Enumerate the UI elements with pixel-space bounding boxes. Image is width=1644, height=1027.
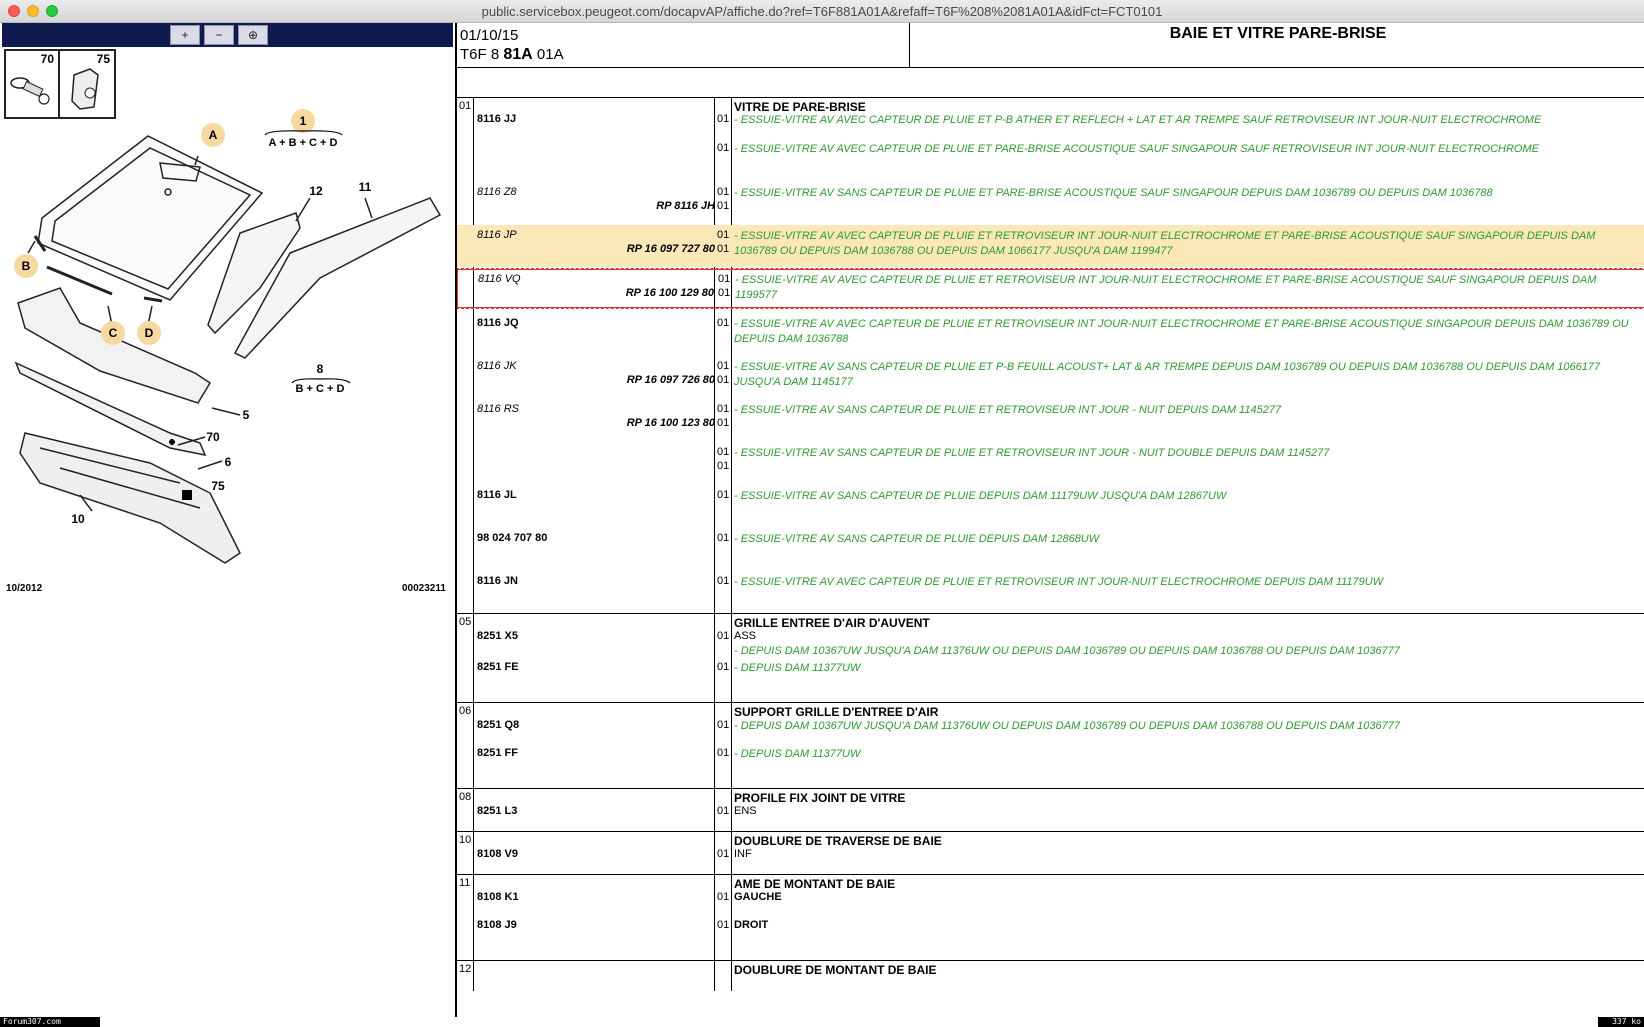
quantity: 01 [717, 142, 730, 154]
viewer-toolbar [2, 23, 453, 47]
thumb-num: 70 [40, 52, 55, 66]
part-description: - ESSUIE-VITRE AV AVEC CAPTEUR DE PLUIE ET P-B ATHER ET REFLECH + LAT ET AR TREMPE SAUF RETROVISEUR INT JOUR-NUIT ELECTROCHROME [734, 114, 1542, 126]
part-number[interactable]: 8116 JP [477, 229, 517, 241]
callout-8: 8 [316, 362, 324, 376]
label-11: 11 [358, 180, 372, 194]
replacement-part[interactable]: RP 16 100 123 80 [626, 417, 715, 429]
group-title: SUPPORT GRILLE D'ENTREE D'AIR [734, 705, 939, 719]
windshield-diagram [0, 103, 455, 583]
part-variant: ENS [734, 805, 757, 817]
part-group-06 [457, 703, 1644, 789]
part-number[interactable]: 8251 L3 [477, 805, 518, 817]
quantity: 01 [717, 186, 730, 198]
quantity: 01 [717, 317, 730, 329]
table-row[interactable] [457, 360, 1644, 400]
part-group-11 [457, 875, 1644, 961]
quantity: 01 [717, 374, 730, 386]
part-description: - DEPUIS DAM 10367UW JUSQU'A DAM 11376UW OU DEPUIS DAM 1036789 OU DEPUIS DAM 1036788 OU DEPUIS DAM 1036777 [734, 720, 1401, 732]
quantity: 01 [717, 747, 730, 759]
column-divider [714, 703, 715, 788]
part-number[interactable]: 8251 FF [477, 747, 518, 759]
group-number: 01 [459, 100, 472, 112]
table-row[interactable] [457, 142, 1644, 172]
part-number[interactable]: 8251 Q8 [477, 719, 520, 731]
table-row[interactable] [457, 805, 1644, 825]
part-number[interactable]: 8116 JK [477, 360, 517, 372]
part-number[interactable]: 8116 JQ [477, 317, 519, 329]
part-description: - ESSUIE-VITRE AV AVEC CAPTEUR DE PLUIE ET RETROVISEUR INT JOUR-NUIT ELECTROCHROME ET PARE-BRISE ACOUSTIQUE SAUF SINGAPOUR DEPUIS DAM 1036789 OU DEPUIS DAM 1036788 OU DEPUIS DAM 1066177 JUSQU'A DAM 1199477 [734, 230, 1596, 257]
label-5: 5 [242, 408, 250, 422]
group-number: 08 [459, 791, 472, 803]
table-row[interactable] [457, 919, 1644, 939]
table-row[interactable] [457, 747, 1644, 767]
group-number: 12 [459, 963, 472, 975]
column-divider [731, 875, 732, 960]
ref-suffix: 01A [532, 46, 564, 63]
quantity: 01 [717, 360, 730, 372]
table-row-highlighted[interactable] [457, 225, 1644, 267]
callout-a: A [208, 128, 218, 142]
part-group-08 [457, 789, 1644, 832]
callout-1: 1 [299, 114, 307, 128]
table-row[interactable] [457, 113, 1644, 143]
part-description: - DEPUIS DAM 10367UW JUSQU'A DAM 11376UW OU DEPUIS DAM 1036789 OU DEPUIS DAM 1036788 OU DEPUIS DAM 1036777 [734, 645, 1401, 657]
part-number[interactable]: 98 024 707 80 [477, 532, 548, 544]
part-number[interactable]: 8116 JJ [477, 113, 517, 125]
table-row[interactable] [457, 317, 1644, 357]
table-row[interactable] [457, 630, 1644, 660]
ref-prefix: T6F 8 [460, 46, 504, 63]
table-row[interactable] [457, 532, 1644, 572]
zoom-out-button[interactable] [204, 25, 234, 45]
diagram-code: 00023211 [402, 583, 446, 594]
table-row[interactable] [457, 446, 1644, 486]
replacement-part[interactable]: RP 16 097 726 80 [626, 374, 715, 386]
thumb-num: 75 [96, 52, 110, 66]
ref-bold: 81A [503, 46, 533, 63]
callout-d: D [144, 326, 154, 340]
quantity: 01 [717, 460, 730, 472]
parts-list-pane [455, 23, 1644, 1017]
part-number[interactable]: 8116 VQ [478, 273, 521, 285]
exploded-parts-diagram [0, 103, 455, 603]
label-10: 10 [71, 512, 85, 526]
part-number[interactable]: 8251 X5 [477, 630, 518, 642]
zoom-fit-icon: ⊕ [247, 28, 259, 42]
replacement-part[interactable]: RP 16 097 727 80 [626, 243, 715, 255]
quantity: 01 [717, 113, 730, 125]
part-group-05 [457, 614, 1644, 703]
quantity: 01 [717, 719, 730, 731]
part-description: - ESSUIE-VITRE AV SANS CAPTEUR DE PLUIE ET RETROVISEUR INT JOUR - NUIT DOUBLE DEPUIS DAM 1145277 [734, 447, 1330, 459]
status-bar [0, 1017, 1644, 1027]
zoom-in-button[interactable] [170, 25, 200, 45]
part-number[interactable]: 8116 JN [477, 575, 518, 587]
part-description: - ESSUIE-VITRE AV AVEC CAPTEUR DE PLUIE ET RETROVISEUR INT JOUR-NUIT ELECTROCHROME ET PARE-BRISE ACOUSTIQUE SINGAPOUR DEPUIS DAM 1036789 OU DEPUIS DAM 1036788 [734, 318, 1629, 345]
part-group-10 [457, 832, 1644, 875]
quantity: 01 [717, 848, 730, 860]
parts-header [457, 23, 1644, 68]
part-variant: INF [734, 848, 752, 860]
part-variant: GAUCHE [734, 891, 782, 903]
part-description: - ESSUIE-VITRE AV AVEC CAPTEUR DE PLUIE ET RETROVISEUR INT JOUR-NUIT ELECTROCHROME DEPUIS DAM 11179UW [734, 576, 1384, 588]
table-row-selected[interactable] [457, 269, 1644, 308]
table-row[interactable] [457, 848, 1644, 868]
part-description: - DEPUIS DAM 11377UW [734, 662, 861, 674]
quantity: 01 [717, 630, 730, 642]
catalog-reference [460, 46, 564, 64]
quantity: 01 [717, 446, 730, 458]
quantity: 01 [717, 891, 730, 903]
quantity: 01 [717, 489, 730, 501]
group-1-label: A + B + C + D [268, 137, 338, 149]
header-spacer [457, 68, 1644, 98]
part-description: - ESSUIE-VITRE AV AVEC CAPTEUR DE PLUIE ET PARE-BRISE ACOUSTIQUE SAUF SINGAPOUR SAUF RETROVISEUR INT JOUR-NUIT ELECTROCHROME [734, 143, 1539, 155]
part-number[interactable]: 8116 RS [477, 403, 519, 415]
part-group-12 [457, 961, 1644, 991]
part-description: - ESSUIE-VITRE AV SANS CAPTEUR DE PLUIE ET RETROVISEUR INT JOUR - NUIT DEPUIS DAM 1145277 [734, 404, 1282, 416]
quantity: 01 [717, 243, 730, 255]
part-description: - ESSUIE-VITRE AV SANS CAPTEUR DE PLUIE DEPUIS DAM 11179UW JUSQU'A DAM 12867UW [734, 490, 1227, 502]
diagram-pane [0, 23, 455, 1017]
quantity: 01 [717, 805, 730, 817]
group-number: 06 [459, 705, 472, 717]
part-number[interactable]: 8116 Z8 [477, 186, 517, 198]
table-row[interactable] [457, 719, 1644, 739]
callout-b: B [21, 259, 31, 273]
part-number[interactable]: 8108 K1 [477, 891, 519, 903]
group-title: DOUBLURE DE MONTANT DE BAIE [734, 963, 937, 977]
diagram-date: 10/2012 [6, 583, 43, 594]
zoom-in-icon: + [181, 28, 189, 42]
part-variant: DROIT [734, 919, 769, 931]
part-number[interactable]: 8108 J9 [477, 919, 517, 931]
catalog-date: 01/10/15 [460, 27, 519, 44]
part-number[interactable]: 8251 FE [477, 661, 519, 673]
browser-titlebar [0, 0, 1644, 23]
part-description: - ESSUIE-VITRE AV SANS CAPTEUR DE PLUIE ET PARE-BRISE ACOUSTIQUE SAUF SINGAPOUR DEPUIS DAM 1036789 OU DEPUIS DAM 1036788 [734, 187, 1493, 199]
group-8-label: B + C + D [295, 383, 345, 395]
label-12: 12 [309, 184, 323, 198]
table-row[interactable] [457, 661, 1644, 681]
table-row[interactable] [457, 403, 1644, 443]
quantity: 01 [717, 229, 730, 241]
page-title: BAIE ET VITRE PARE-BRISE [1169, 25, 1387, 42]
label-70: 70 [206, 430, 220, 444]
column-divider [473, 961, 474, 991]
quantity: 01 [717, 532, 730, 544]
label-75: 75 [211, 479, 225, 493]
table-row[interactable] [457, 489, 1644, 529]
column-divider [731, 703, 732, 788]
quantity: 01 [717, 575, 730, 587]
zoom-out-icon: − [215, 28, 223, 42]
group-title: AME DE MONTANT DE BAIE [734, 877, 896, 891]
replacement-part[interactable]: RP 16 100 129 80 [625, 287, 714, 299]
group-title: PROFILE FIX JOINT DE VITRE [734, 791, 906, 805]
group-number: 11 [459, 877, 471, 889]
group-title: VITRE DE PARE-BRISE [734, 100, 866, 114]
column-divider [473, 703, 474, 788]
group-number: 10 [459, 834, 472, 846]
column-divider [714, 961, 715, 991]
replacement-part[interactable]: RP 8116 JH [656, 200, 715, 212]
status-left: Forum307.com [0, 1017, 100, 1027]
quantity: 01 [718, 287, 731, 299]
status-right: 337 ko [1598, 1017, 1644, 1027]
group-title: GRILLE ENTREE D'AIR D'AUVENT [734, 616, 930, 630]
table-row[interactable] [457, 186, 1644, 226]
table-row[interactable] [457, 891, 1644, 911]
part-description: - ESSUIE-VITRE AV AVEC CAPTEUR DE PLUIE ET RETROVISEUR INT JOUR-NUIT ELECTROCHROME ET PARE-BRISE ACOUSTIQUE SAUF SINGAPOUR DEPUIS DAM 1199577 [735, 274, 1597, 301]
quantity: 01 [718, 273, 731, 285]
quantity: 01 [717, 403, 730, 415]
part-description: - DEPUIS DAM 11377UW [734, 748, 861, 760]
quantity: 01 [717, 661, 730, 673]
label-6: 6 [224, 455, 232, 469]
url-bar[interactable]: public.servicebox.peugeot.com/docapvAP/affiche.do?ref=T6F881A01A&refaff=T6F%208%2081A01A&idFct=FCT0101 [481, 4, 1163, 19]
part-number[interactable]: 8116 JL [477, 489, 517, 501]
part-number[interactable]: 8108 V9 [477, 848, 518, 860]
group-title: DOUBLURE DE TRAVERSE DE BAIE [734, 834, 942, 848]
quantity: 01 [717, 417, 730, 429]
zoom-fit-button[interactable] [238, 25, 268, 45]
column-divider [473, 875, 474, 960]
part-description: - ESSUIE-VITRE AV SANS CAPTEUR DE PLUIE ET P-B FEUILL ACOUST+ LAT & AR TREMPE DEPUIS DAM 1036789 OU DEPUIS DAM 1036788 OU DEPUIS DAM 1066177 JUSQU'A DAM 1145177 [734, 361, 1601, 388]
column-divider [731, 961, 732, 991]
part-description: - ESSUIE-VITRE AV SANS CAPTEUR DE PLUIE DEPUIS DAM 12868UW [734, 533, 1100, 545]
parts-table [457, 98, 1644, 991]
quantity: 01 [717, 919, 730, 931]
quantity: 01 [717, 200, 730, 212]
table-row[interactable] [457, 575, 1644, 605]
part-variant: ASS [734, 630, 757, 642]
column-divider [714, 875, 715, 960]
part-group-01 [457, 98, 1644, 614]
group-number: 05 [459, 616, 472, 628]
callout-c: C [108, 326, 118, 340]
